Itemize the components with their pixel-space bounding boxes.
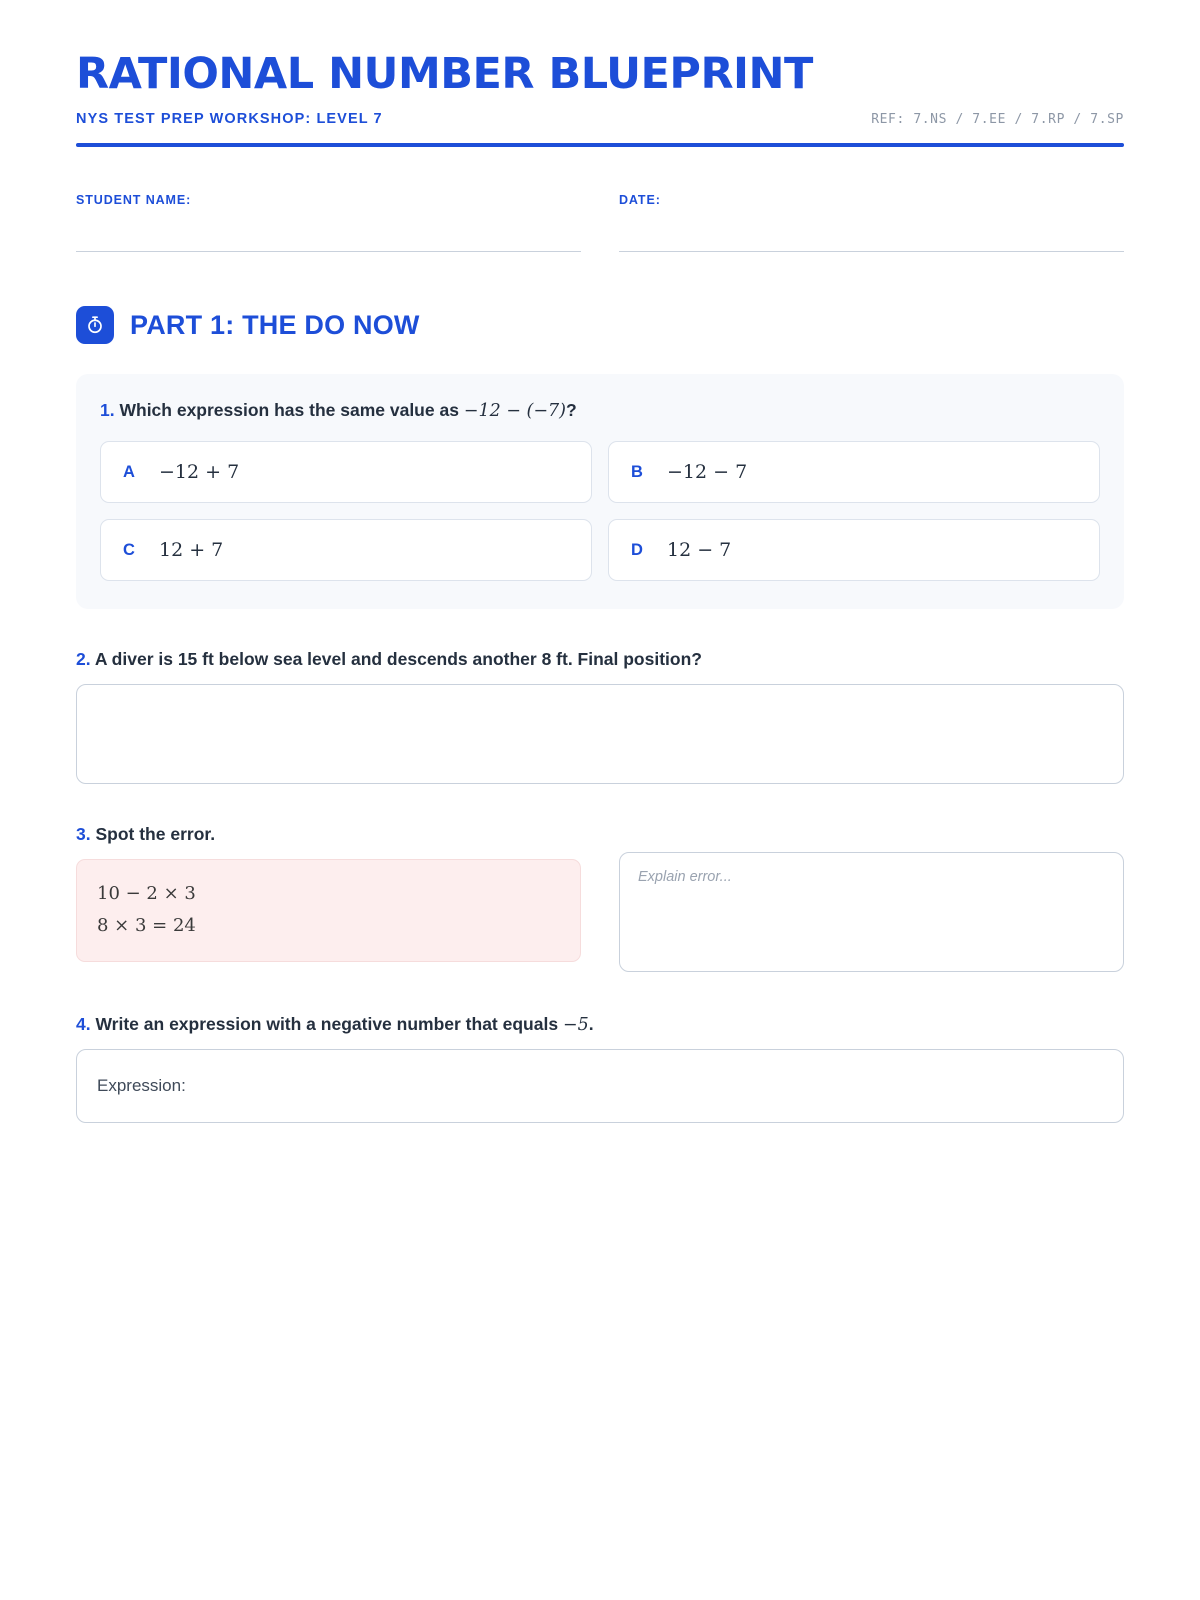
choice-a-letter: A xyxy=(123,462,135,481)
question-4-expression-box[interactable] xyxy=(76,1049,1124,1123)
standards-reference: REF: 7.NS / 7.EE / 7.RP / 7.SP xyxy=(871,112,1124,128)
choice-b-value: −12 − 7 xyxy=(667,461,748,484)
section-header xyxy=(76,306,1124,344)
choice-b-letter: B xyxy=(631,462,643,481)
question-3-number: 3. xyxy=(76,824,91,845)
question-3-explain-input[interactable]: Explain error... xyxy=(619,852,1124,972)
question-2-block xyxy=(76,649,1124,784)
question-2-answer-box[interactable] xyxy=(76,684,1124,784)
date-label: DATE: xyxy=(619,193,661,208)
section-title: PART 1: THE DO NOW xyxy=(130,309,420,340)
workshop-subtitle: NYS TEST PREP WORKSHOP: LEVEL 7 xyxy=(76,111,383,128)
question-4-prompt-tail: . xyxy=(588,1014,594,1035)
question-4-number: 4. xyxy=(76,1014,91,1035)
choice-d-value: 12 − 7 xyxy=(667,539,732,562)
page-title: RATIONAL NUMBER BLUEPRINT xyxy=(76,49,813,99)
question-1-prompt-math: −12 − (−7) xyxy=(463,401,566,422)
question-1-number: 1. xyxy=(100,400,115,421)
question-2-prompt xyxy=(76,649,1124,670)
student-name-line[interactable] xyxy=(76,251,581,252)
student-info-row xyxy=(76,193,1124,252)
question-4-block xyxy=(76,1014,1124,1123)
question-2-number: 2. xyxy=(76,649,91,670)
choice-c[interactable] xyxy=(100,519,592,581)
choice-c-value: 12 + 7 xyxy=(159,539,224,562)
question-1-prompt-tail: ? xyxy=(565,400,577,421)
work-line-2: 8 × 3 = 24 xyxy=(97,914,196,936)
question-3-work-sample xyxy=(76,859,581,962)
date-line[interactable] xyxy=(619,251,1124,252)
question-4-prompt-lead: Write an expression with a negative number that equals xyxy=(95,1014,563,1035)
header-divider xyxy=(76,143,1124,147)
header-subrow xyxy=(76,111,1124,137)
question-3-block xyxy=(76,824,1124,972)
student-name-label: STUDENT NAME: xyxy=(76,193,192,208)
question-3-prompt-text: Spot the error. xyxy=(95,824,216,845)
question-4-prompt-math: −5 xyxy=(562,1015,589,1036)
document-header xyxy=(76,49,1124,147)
question-3-left xyxy=(76,824,581,962)
choice-b[interactable] xyxy=(608,441,1100,503)
question-2-prompt-text: A diver is 15 ft below sea level and descends another 8 ft. Final position? xyxy=(94,649,702,670)
question-1-prompt-lead: Which expression has the same value as xyxy=(119,400,464,421)
question-1-choices xyxy=(100,441,1100,581)
question-3-prompt xyxy=(76,824,581,845)
question-4-prompt xyxy=(76,1014,1124,1035)
question-1-prompt xyxy=(100,400,1100,421)
stopwatch-icon xyxy=(76,306,114,344)
date-field[interactable] xyxy=(619,193,1124,252)
choice-a-value: −12 + 7 xyxy=(159,461,240,484)
choice-c-letter: C xyxy=(123,540,135,559)
expression-label: Expression: xyxy=(97,1076,186,1096)
question-1-card xyxy=(76,374,1124,609)
student-name-field[interactable] xyxy=(76,193,581,252)
choice-d[interactable] xyxy=(608,519,1100,581)
work-line-1: 10 − 2 × 3 xyxy=(97,883,196,905)
choice-a[interactable] xyxy=(100,441,592,503)
choice-d-letter: D xyxy=(631,540,643,559)
